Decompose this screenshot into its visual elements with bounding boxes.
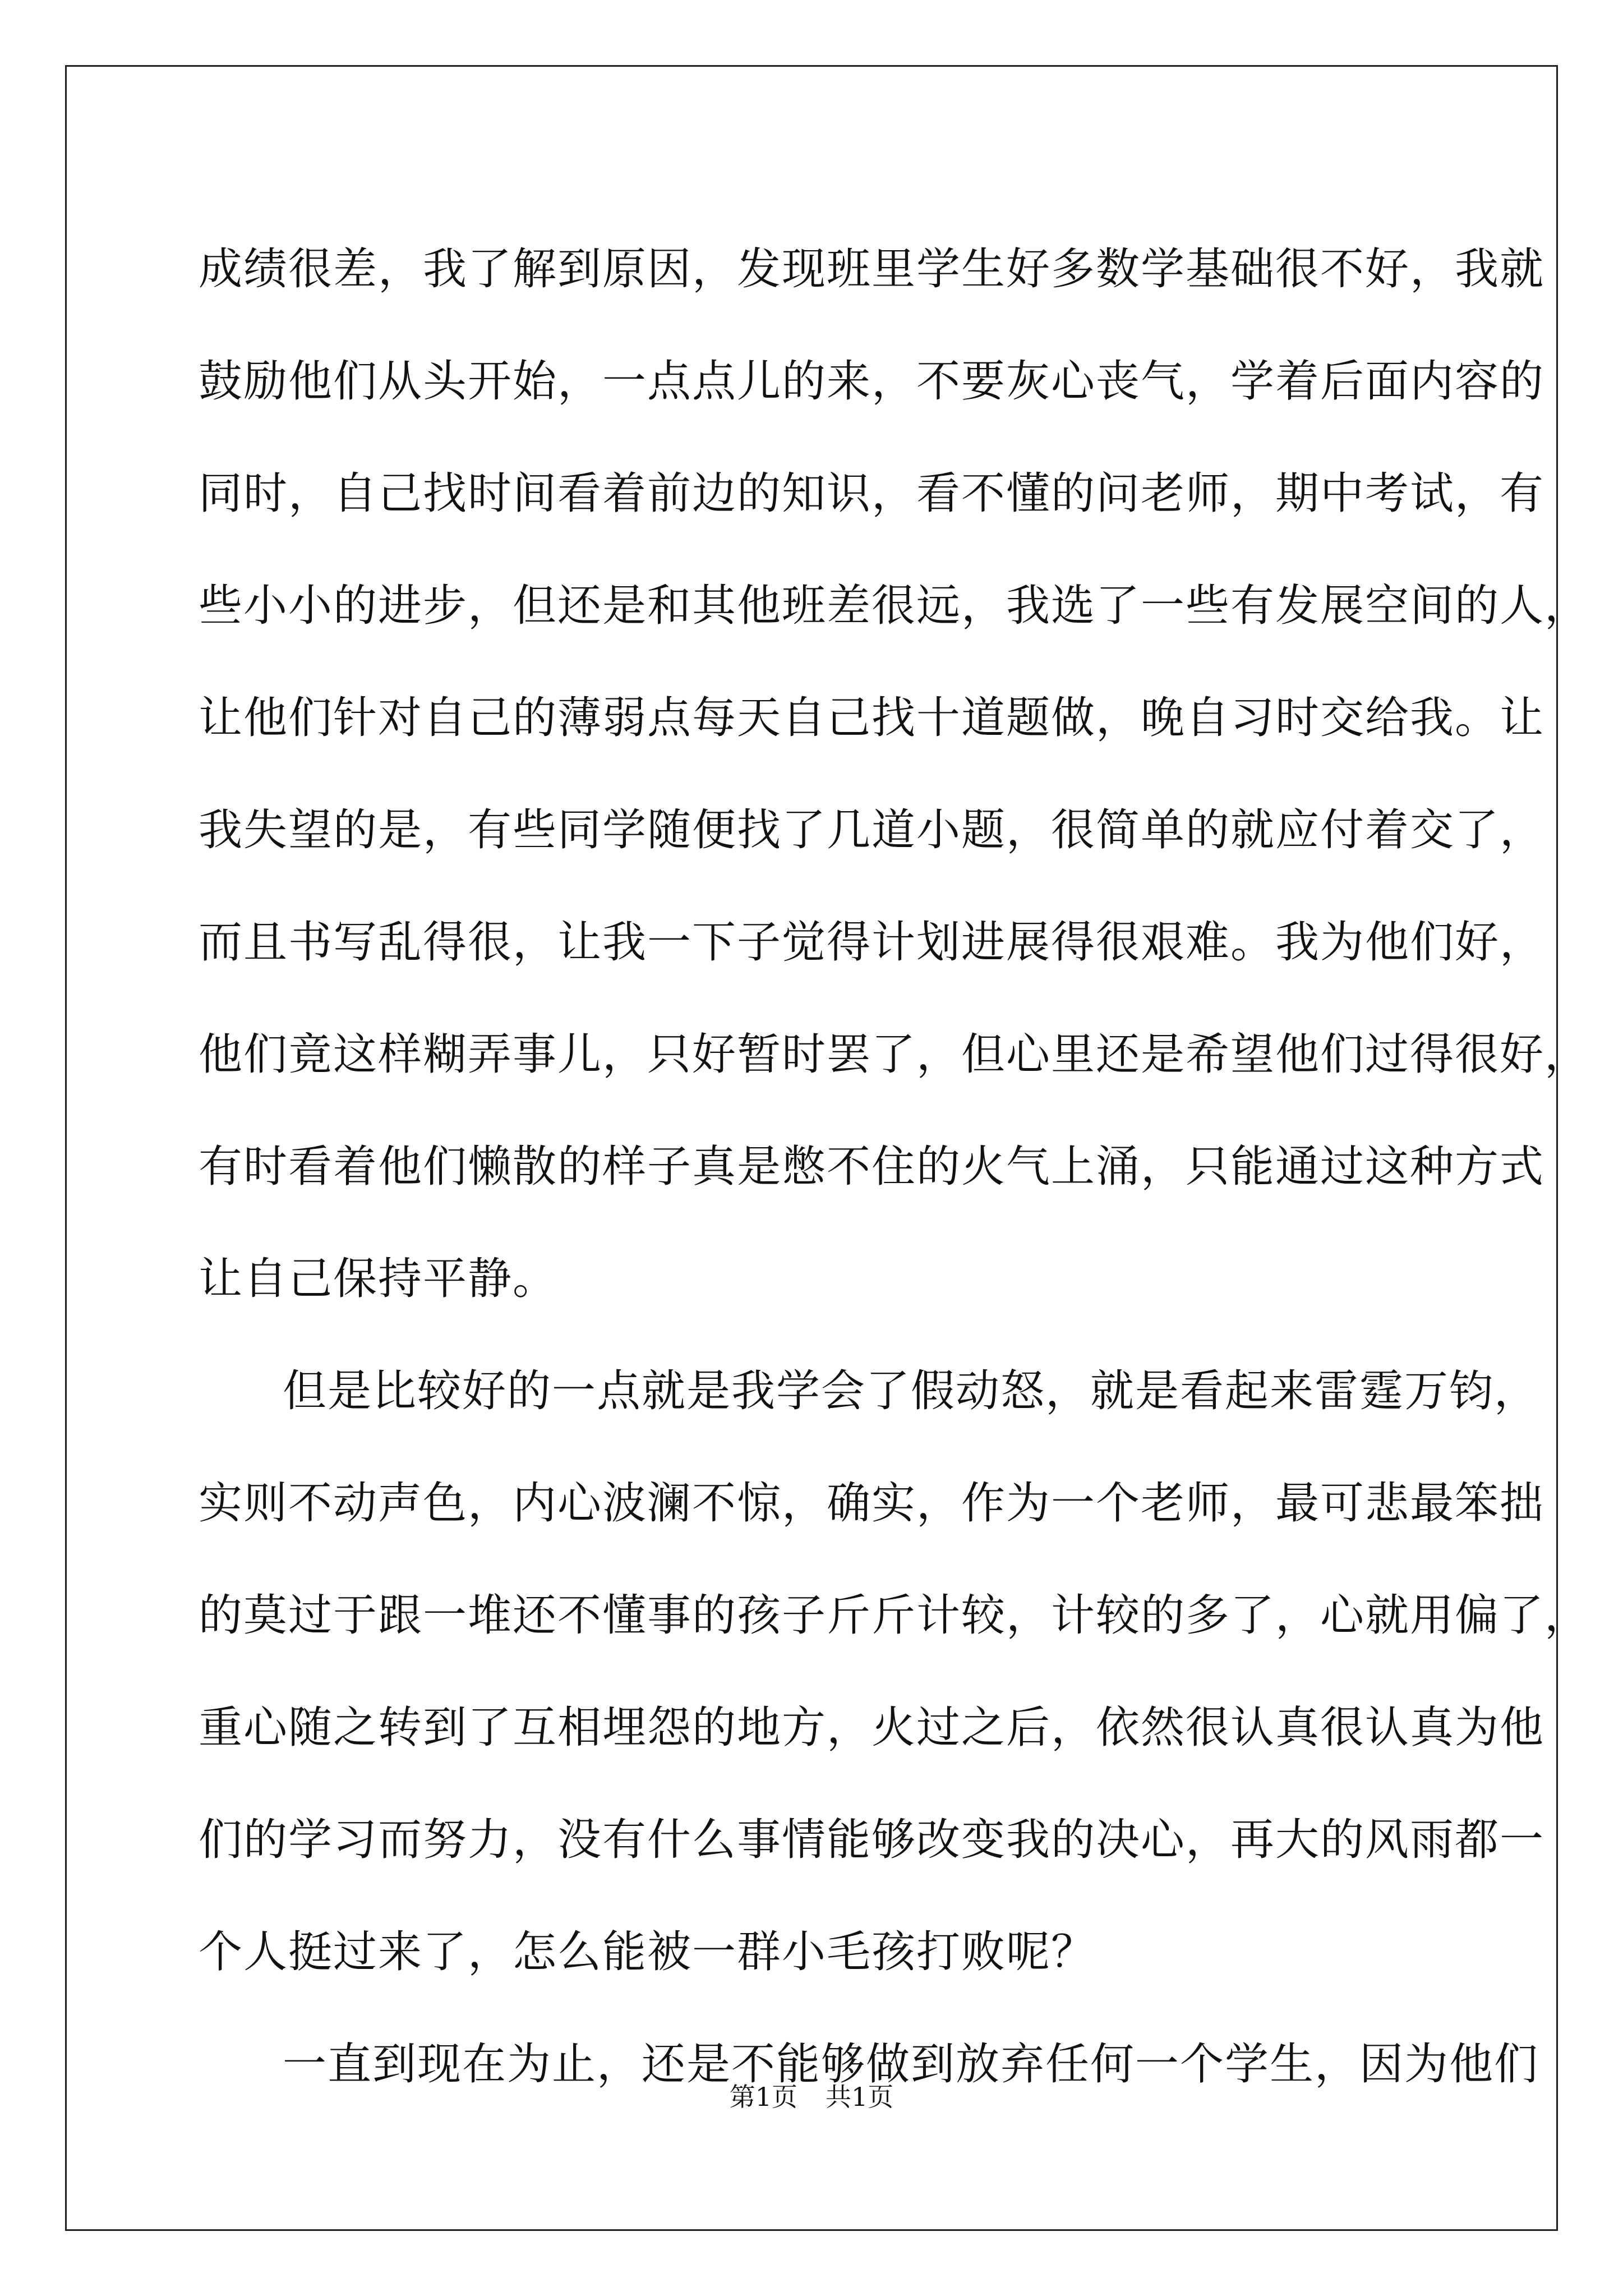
body-line: 而且书写乱得很，让我一下子觉得计划进展得很艰难。我为他们好，	[199, 917, 1545, 968]
paragraph-start-line: 但是比较好的一点就是我学会了假动怒，就是看起来雷霆万钧，	[283, 1366, 1539, 1416]
body-line: 我失望的是，有些同学随便找了几道小题，很简单的就应付着交了，	[199, 805, 1545, 855]
body-line: 些小小的进步，但还是和其他班差很远，我选了一些有发展空间的人，	[199, 581, 1590, 631]
page-footer	[0, 2080, 1623, 2114]
body-line: 的莫过于跟一堆还不懂事的孩子斤斤计较，计较的多了，心就用偏了，	[199, 1590, 1590, 1641]
body-line: 个人挺过来了，怎么能被一群小毛孩打败呢？	[199, 1927, 1096, 1977]
body-line: 同时，自己找时间看着前边的知识，看不懂的问老师，期中考试，有	[199, 468, 1545, 519]
body-line: 成绩很差，我了解到原因，发现班里学生好多数学基础很不好，我就	[199, 244, 1545, 295]
document-body	[199, 213, 1590, 2120]
paragraph-start-line: 一直到现在为止，还是不能够做到放弃任何一个学生，因为他们	[283, 2039, 1539, 2090]
body-line: 让他们针对自己的薄弱点每天自己找十道题做，晚自习时交给我。让	[199, 693, 1545, 743]
body-line: 他们竟这样糊弄事儿，只好暂时罢了，但心里还是希望他们过得很好，	[199, 1029, 1590, 1080]
body-line: 重心随之转到了互相埋怨的地方，火过之后，依然很认真很认真为他	[199, 1703, 1545, 1753]
body-line: 有时看着他们懒散的样子真是憋不住的火气上涌，只能通过这种方式	[199, 1142, 1545, 1192]
page-number: 第1页	[729, 2082, 797, 2112]
body-line: 实则不动声色，内心波澜不惊，确实，作为一个老师，最可悲最笨拙	[199, 1478, 1545, 1529]
body-line: 让自己保持平静。	[199, 1254, 558, 1304]
body-line: 们的学习而努力，没有什么事情能够改变我的决心，再大的风雨都一	[199, 1815, 1545, 1865]
body-line: 鼓励他们从头开始，一点点儿的来，不要灰心丧气，学着后面内容的	[199, 356, 1545, 407]
page-total: 共1页	[826, 2082, 894, 2112]
